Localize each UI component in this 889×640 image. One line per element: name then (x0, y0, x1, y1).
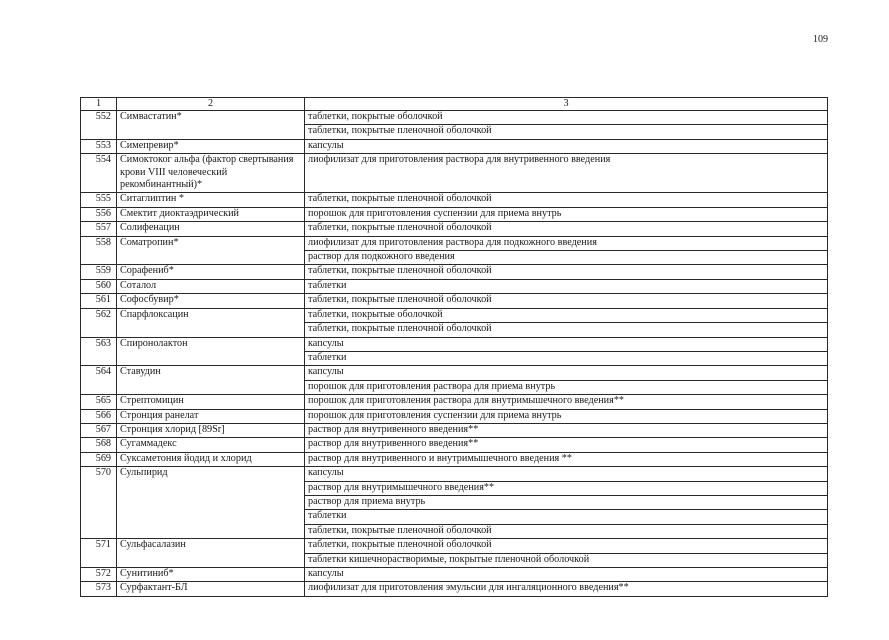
row-number: 559 (81, 265, 117, 279)
table-row (81, 395, 828, 409)
table-row (81, 294, 828, 308)
dosage-form: порошок для приготовления суспензии для приема внутрь (305, 409, 828, 423)
table-row (81, 139, 828, 153)
row-number: 565 (81, 395, 117, 409)
dosage-form: раствор для приема внутрь (305, 495, 828, 509)
row-number: 556 (81, 207, 117, 221)
table-row (81, 193, 828, 207)
row-number: 563 (81, 337, 117, 366)
drug-name: Сульфасалазин (117, 539, 305, 568)
table-row (81, 366, 828, 380)
table-row (81, 308, 828, 322)
table-row (81, 111, 828, 125)
drug-name: Сульпирид (117, 467, 305, 539)
row-number: 566 (81, 409, 117, 423)
dosage-form: лиофилизат для приготовления эмульсии для ингаляционного введения** (305, 582, 828, 596)
dosage-form: таблетки, покрытые пленочной оболочкой (305, 539, 828, 553)
dosage-form: таблетки (305, 510, 828, 524)
drug-name: Солифенацин (117, 222, 305, 236)
table-row (81, 236, 828, 250)
table-row (81, 423, 828, 437)
header-col-2: 2 (117, 98, 305, 111)
table-row (81, 452, 828, 466)
dosage-form: раствор для внутривенного введения** (305, 423, 828, 437)
table-row (81, 467, 828, 481)
drug-name: Ситаглиптин * (117, 193, 305, 207)
table-body (81, 98, 828, 597)
row-number: 573 (81, 582, 117, 596)
dosage-form: таблетки, покрытые пленочной оболочкой (305, 294, 828, 308)
row-number: 558 (81, 236, 117, 265)
header-col-3: 3 (305, 98, 828, 111)
dosage-form: таблетки, покрытые пленочной оболочкой (305, 125, 828, 139)
row-number: 564 (81, 366, 117, 395)
row-number: 562 (81, 308, 117, 337)
row-number: 571 (81, 539, 117, 568)
table-row (81, 568, 828, 582)
drug-name: Суксаметония йодид и хлорид (117, 452, 305, 466)
dosage-form: таблетки, покрытые пленочной оболочкой (305, 265, 828, 279)
row-number: 553 (81, 139, 117, 153)
page-number: 109 (813, 34, 828, 45)
dosage-form: капсулы (305, 366, 828, 380)
drug-name: Симоктоког альфа (фактор свертывания крови VIII человеческий рекомбинантный)* (117, 154, 305, 193)
row-number: 570 (81, 467, 117, 539)
dosage-form: порошок для приготовления раствора для приема внутрь (305, 380, 828, 394)
table-row (81, 582, 828, 596)
drug-name: Спарфлоксацин (117, 308, 305, 337)
dosage-form: раствор для внутривенного введения** (305, 438, 828, 452)
dosage-form: капсулы (305, 139, 828, 153)
dosage-form: таблетки кишечнорастворимые, покрытые пленочной оболочкой (305, 553, 828, 567)
dosage-form: порошок для приготовления раствора для внутримышечного введения** (305, 395, 828, 409)
row-number: 560 (81, 279, 117, 293)
table-row (81, 154, 828, 193)
dosage-form: раствор для подкожного введения (305, 251, 828, 265)
table-row (81, 438, 828, 452)
dosage-form: порошок для приготовления суспензии для приема внутрь (305, 207, 828, 221)
table-row (81, 207, 828, 221)
drug-name: Стронция хлорид [89Sr] (117, 423, 305, 437)
drug-name: Смектит диоктаэдрический (117, 207, 305, 221)
dosage-form: раствор для внутривенного и внутримышечного введения ** (305, 452, 828, 466)
drug-table (80, 97, 828, 597)
drug-name: Симвастатин* (117, 111, 305, 140)
dosage-form: таблетки (305, 279, 828, 293)
dosage-form: лиофилизат для приготовления раствора для подкожного введения (305, 236, 828, 250)
table-row (81, 222, 828, 236)
dosage-form: таблетки, покрытые пленочной оболочкой (305, 222, 828, 236)
table-row (81, 265, 828, 279)
table-row (81, 409, 828, 423)
row-number: 552 (81, 111, 117, 140)
dosage-form: капсулы (305, 337, 828, 351)
table-row (81, 337, 828, 351)
dosage-form: таблетки (305, 351, 828, 365)
table-row (81, 279, 828, 293)
row-number: 572 (81, 568, 117, 582)
dosage-form: капсулы (305, 568, 828, 582)
dosage-form: таблетки, покрытые пленочной оболочкой (305, 524, 828, 538)
drug-name: Стрептомицин (117, 395, 305, 409)
drug-name: Сорафениб* (117, 265, 305, 279)
drug-name: Спиронолактон (117, 337, 305, 366)
header-col-1: 1 (81, 98, 117, 111)
row-number: 555 (81, 193, 117, 207)
drug-name: Сурфактант-БЛ (117, 582, 305, 596)
row-number: 561 (81, 294, 117, 308)
drug-name: Симепревир* (117, 139, 305, 153)
dosage-form: таблетки, покрытые оболочкой (305, 111, 828, 125)
row-number: 568 (81, 438, 117, 452)
dosage-form: таблетки, покрытые пленочной оболочкой (305, 193, 828, 207)
row-number: 567 (81, 423, 117, 437)
dosage-form: таблетки, покрытые оболочкой (305, 308, 828, 322)
drug-name: Стронция ранелат (117, 409, 305, 423)
drug-name: Соматропин* (117, 236, 305, 265)
drug-name: Сунитиниб* (117, 568, 305, 582)
row-number: 569 (81, 452, 117, 466)
row-number: 557 (81, 222, 117, 236)
drug-name: Ставудин (117, 366, 305, 395)
drug-name: Софосбувир* (117, 294, 305, 308)
dosage-form: лиофилизат для приготовления раствора для внутривенного введения (305, 154, 828, 193)
header-row (81, 98, 828, 111)
row-number: 554 (81, 154, 117, 193)
dosage-form: раствор для внутримышечного введения** (305, 481, 828, 495)
drug-name: Сугаммадекс (117, 438, 305, 452)
table-row (81, 539, 828, 553)
drug-name: Соталол (117, 279, 305, 293)
dosage-form: капсулы (305, 467, 828, 481)
dosage-form: таблетки, покрытые пленочной оболочкой (305, 323, 828, 337)
